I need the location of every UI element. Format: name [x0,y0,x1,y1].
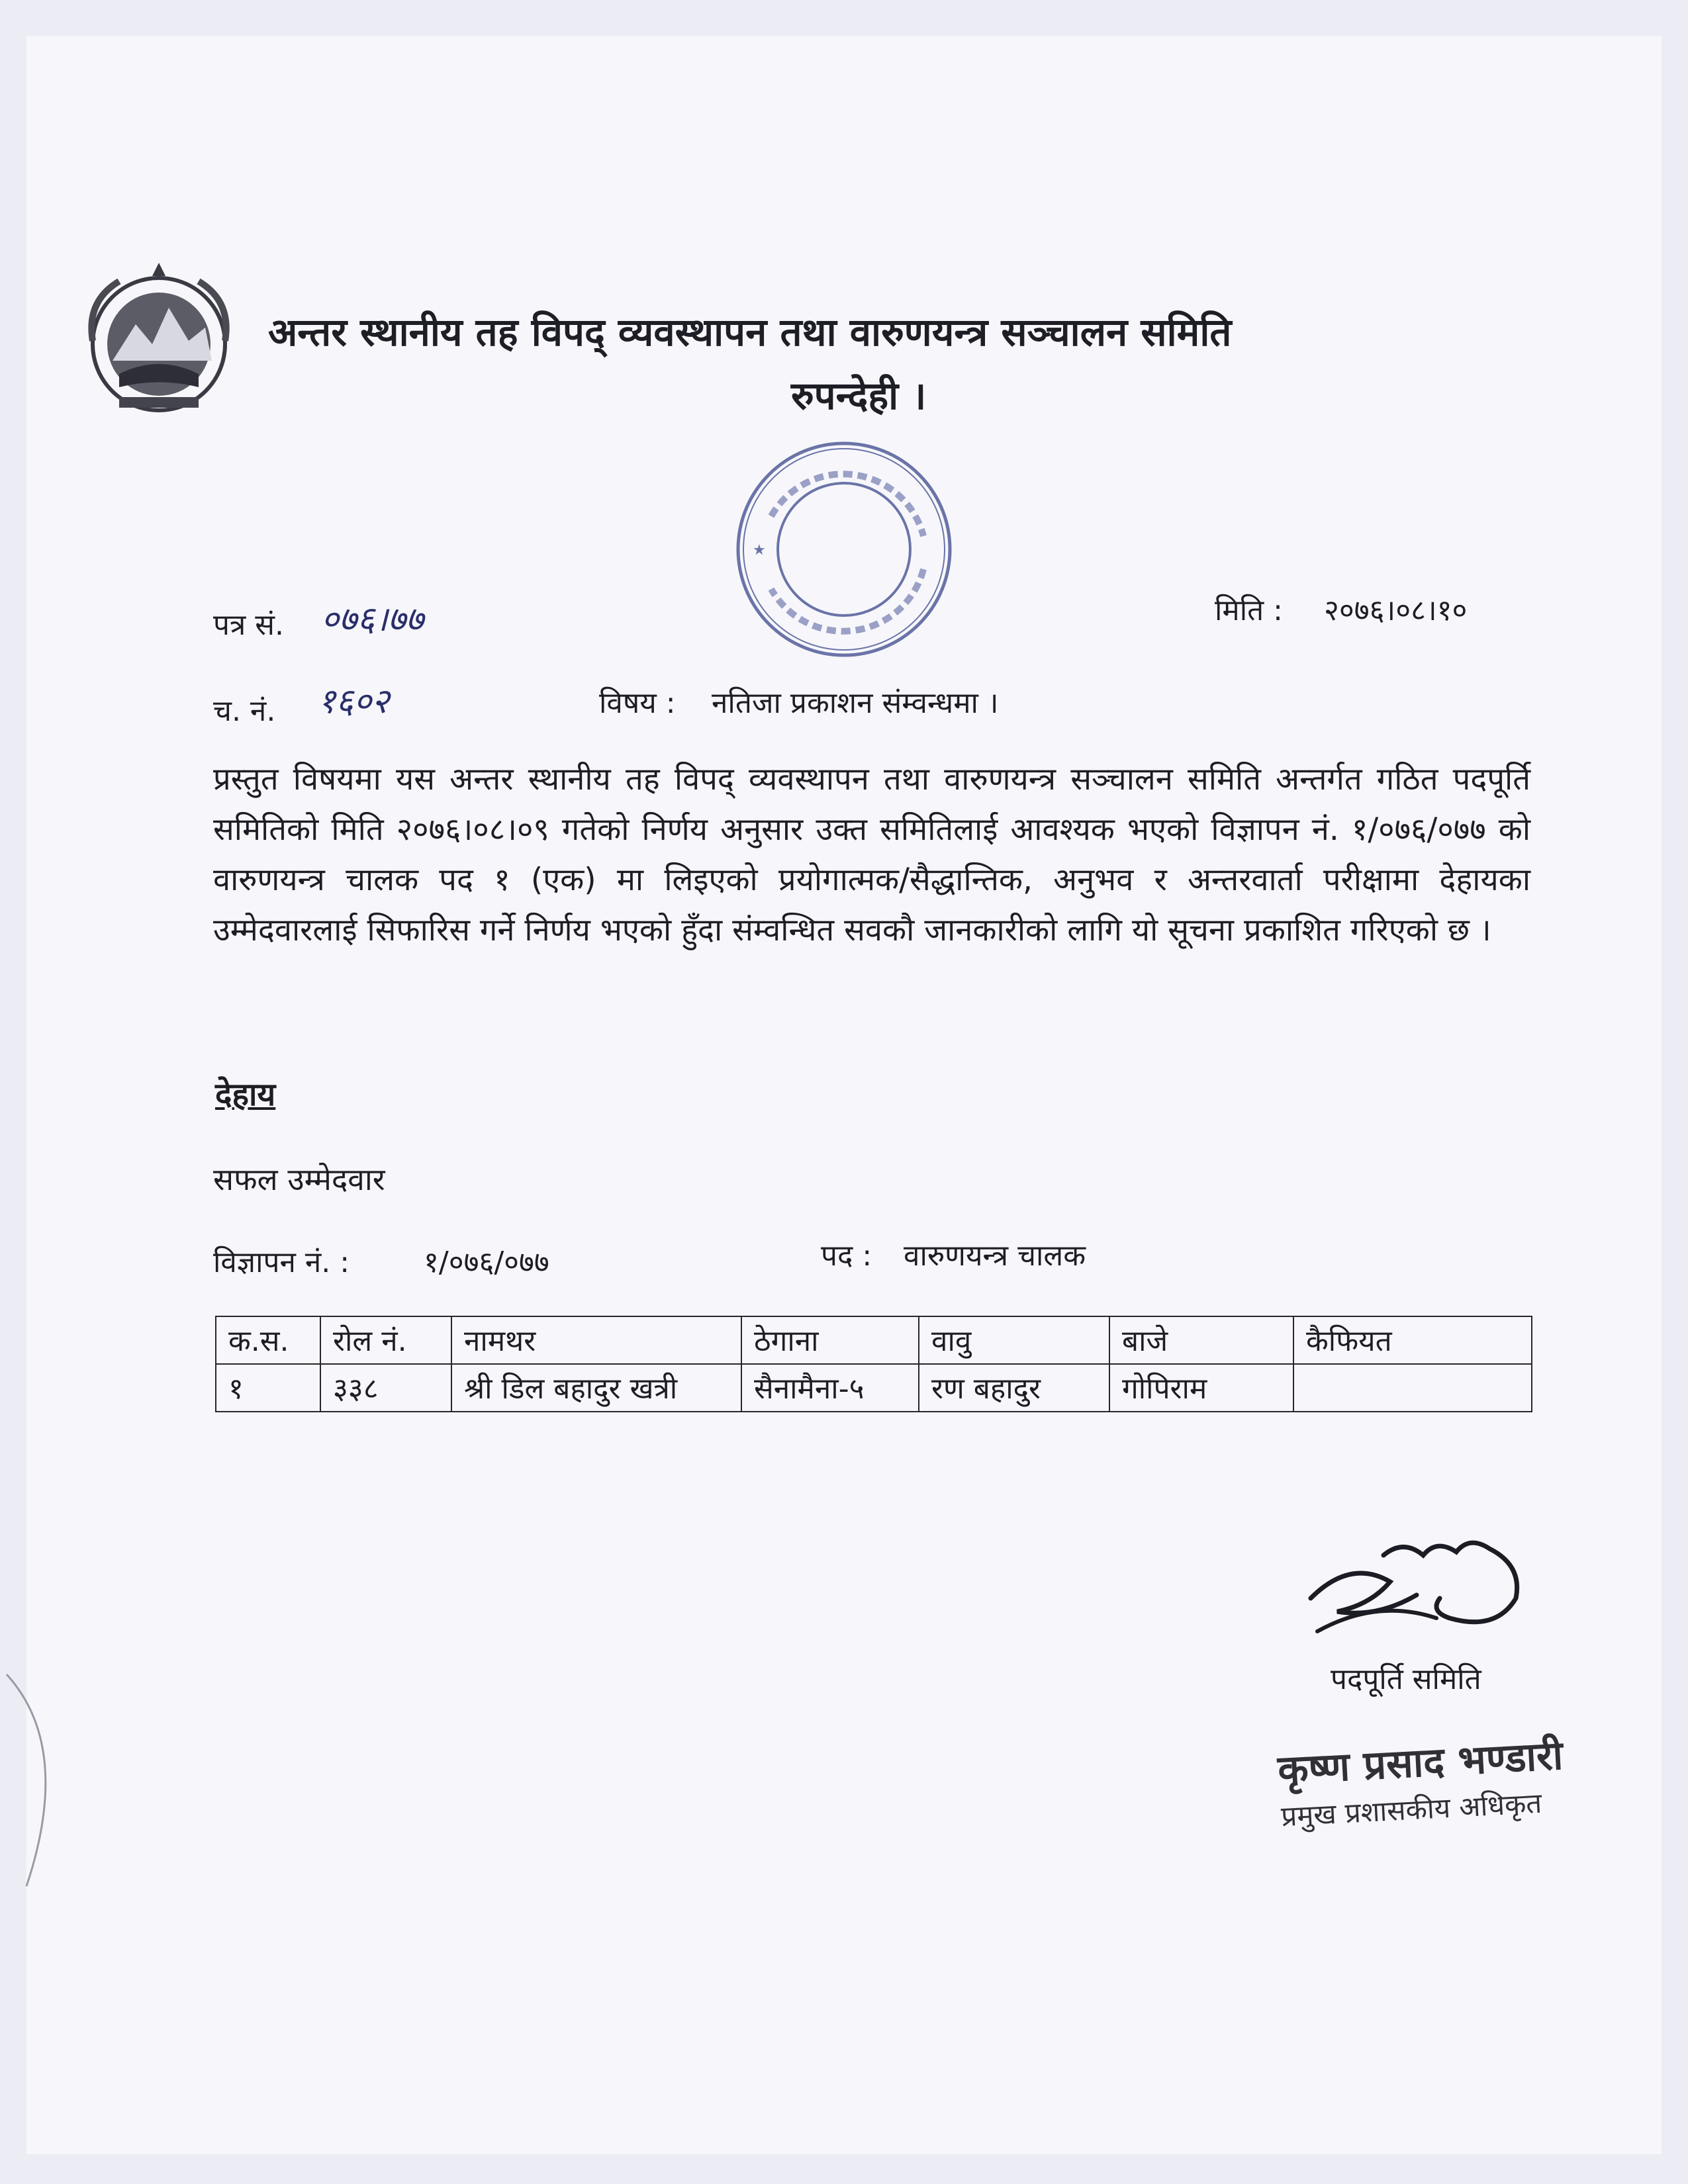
subject-value: नतिजा प्रकाशन संम्वन्धमा । [712,686,999,720]
government-emblem-icon [73,261,245,420]
cell-roll-no: ३३८ [320,1364,451,1412]
letter-number-value: ०७६।७७ [321,600,424,639]
dispatch-number-label: च. नं. [213,694,276,728]
results-table [215,1316,1532,1412]
column-header-roll-no: रोल नं. [320,1316,451,1364]
cell-address: सैनामैना-५ [741,1364,919,1412]
column-header-remarks: कैफियत [1293,1316,1532,1364]
handwritten-signature [1297,1519,1549,1645]
scan-edge-arc [0,1668,79,1893]
cell-father: रण बहादुर [919,1364,1109,1412]
officer-name-stamp: कृष्ण प्रसाद भण्डारी [1276,1732,1564,1794]
successful-candidates-heading: सफल उम्मेदवार [213,1161,385,1197]
post-label: पद : [821,1239,872,1273]
svg-text:★: ★ [753,542,766,559]
date-label: मिति : [1215,594,1283,627]
cell-serial: १ [216,1364,320,1412]
office-seal-stamp [725,437,963,662]
letter-number-label: पत्र सं. [213,608,284,642]
date-value: २०७६।०८।१० [1324,594,1468,627]
column-header-serial: क.स. [216,1316,320,1364]
column-header-name: नामथर [451,1316,741,1364]
subject-label: विषय : [599,686,676,720]
cell-name: श्री डिल बहादुर खत्री [451,1364,741,1412]
advertisement-number-value: १/०७६/०७७ [424,1246,549,1279]
dispatch-number-value: १६०२ [318,682,390,721]
section-heading: देहाय [215,1076,276,1113]
notice-body-paragraph: प्रस्तुत विषयमा यस अन्तर स्थानीय तह विपद् व्यवस्थापन तथा वारुणयन्त्र सञ्चालन समिति अन्तर्गत गठित पदपूर्ति समितिको मिति २०७६।०८।०९ गतेको निर्णय अनुसार उक्त समितिलाई आवश्यक भएको विज्ञापन नं. १/०७६/०७७ को वारुणयन्त्र चालक पद १ (एक) मा लिइएको प्रयोगात्मक/सैद्धान्तिक, अनुभव र अन्तरवार्ता परीक्षामा देहायका उम्मेदवारलाई सिफारिस गर्ने निर्णय भएको हुँदा संम्वन्धित सवकौ जानकारीको लागि यो सूचना प्रकाशित गरिएको छ । [213,761,1530,948]
table-row [216,1364,1532,1412]
column-header-address: ठेगाना [741,1316,919,1364]
cell-remarks [1293,1364,1532,1412]
officer-title-stamp: प्रमुख प्रशासकीय अधिकृत [1280,1786,1543,1833]
cell-grandfather: गोपिराम [1109,1364,1293,1412]
advertisement-number-label: विज्ञापन नं. : [213,1246,350,1279]
column-header-grandfather: बाजे [1109,1316,1293,1364]
post-value: वारुणयन्त्र चालक [904,1239,1086,1273]
table-header-row [216,1316,1532,1364]
column-header-father: वावु [919,1316,1109,1364]
district-title: रुपन्देही । [791,373,927,418]
organization-title: अन्तर स्थानीय तह विपद् व्यवस्थापन तथा वारुणयन्त्र सञ्चालन समिति [268,310,1232,355]
recruitment-committee-label: पदपूर्ति समिति [1331,1662,1481,1696]
